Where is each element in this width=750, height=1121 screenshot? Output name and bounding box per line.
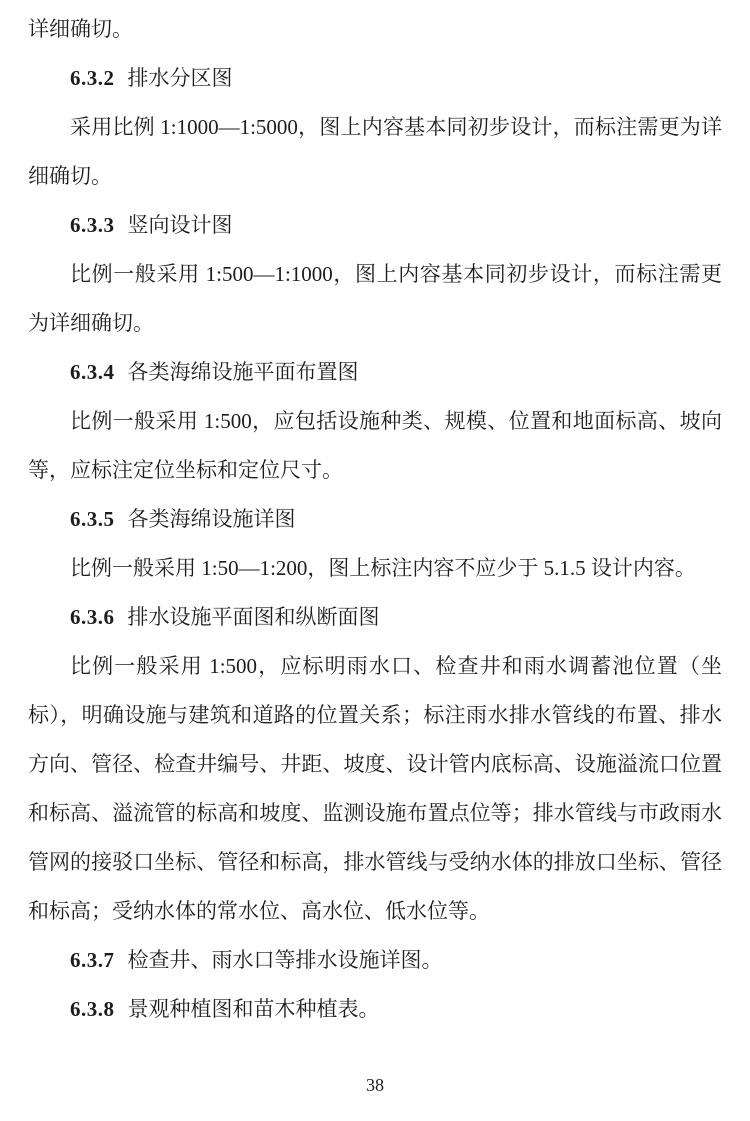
section-title: 排水分区图	[127, 66, 233, 90]
paragraph-6-3-4: 比例一般采用 1:500，应包括设施种类、规模、位置和地面标高、坡向等，应标注定位坐标和定位尺寸。	[28, 409, 722, 482]
heading-6-3-8	[28, 985, 722, 1034]
heading-6-3-4	[28, 348, 722, 397]
section-title: 竖向设计图	[127, 213, 233, 237]
section-number: 6.3.6	[70, 605, 115, 629]
section-number: 6.3.7	[70, 948, 115, 972]
heading-6-3-2	[28, 54, 722, 103]
page-number: 38	[366, 1075, 384, 1095]
section-title: 景观种植图和苗木种植表。	[127, 997, 380, 1021]
section-number: 6.3.2	[70, 66, 115, 90]
paragraph-continuation: 详细确切。	[28, 17, 133, 41]
paragraph-6-3-5: 比例一般采用 1:50—1:200，图上标注内容不应少于 5.1.5 设计内容。	[70, 556, 696, 580]
heading-6-3-5	[28, 495, 722, 544]
section-title: 各类海绵设施详图	[127, 507, 296, 531]
heading-6-3-3	[28, 201, 722, 250]
section-number: 6.3.3	[70, 213, 115, 237]
section-title: 排水设施平面图和纵断面图	[127, 605, 380, 629]
paragraph-6-3-2: 采用比例 1:1000—1:5000，图上内容基本同初步设计，而标注需更为详细确切。	[28, 115, 722, 188]
section-number: 6.3.4	[70, 360, 115, 384]
section-title: 检查井、雨水口等排水设施详图。	[127, 948, 443, 972]
heading-6-3-7	[28, 936, 722, 985]
section-title: 各类海绵设施平面布置图	[127, 360, 359, 384]
paragraph-6-3-6: 比例一般采用 1:500，应标明雨水口、检查井和雨水调蓄池位置（坐标），明确设施与建筑和道路的位置关系；标注雨水排水管线的布置、排水方向、管径、检查井编号、井距、坡度、设计管内底标高、设施溢流口位置和标高、溢流管的标高和坡度、监测设施布置点位等；排水管线与市政雨水管网的接驳口坐标、管径和标高，排水管线与受纳水体的排放口坐标、管径和标高；受纳水体的常水位、高水位、低水位等。	[28, 654, 722, 923]
section-number: 6.3.5	[70, 507, 115, 531]
paragraph-6-3-3: 比例一般采用 1:500—1:1000，图上内容基本同初步设计，而标注需更为详细确切。	[28, 262, 722, 335]
section-number: 6.3.8	[70, 997, 115, 1021]
heading-6-3-6	[28, 593, 722, 642]
